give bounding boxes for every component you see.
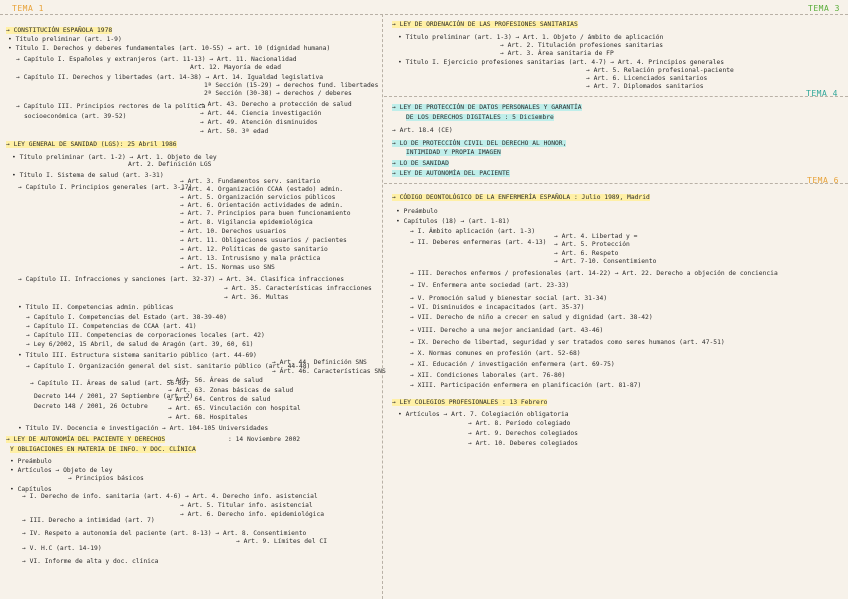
note-line: → Art. 15. Normas uso SNS — [180, 264, 275, 271]
note-line: → Art. 63. Zonas básicas de salud — [168, 387, 294, 394]
note-line: → I. Derecho de info. sanitaria (art. 4-6) → Art. 4. Derecho info. asistencial — [22, 493, 318, 500]
note-line: → Art. 5. Relación profesional-paciente — [586, 67, 734, 74]
note-line: : 14 Noviembre 2002 — [228, 436, 301, 443]
note-line: → Art. 10. Deberes colegiados — [468, 440, 578, 447]
note-line: → Art. 10. Derechos usuarios — [180, 228, 287, 235]
note-line: → Art. 13. Intrusismo y mala práctica — [180, 255, 321, 262]
note-line: → LO DE PROTECCIÓN CIVIL DEL DERECHO AL HONOR, — [392, 140, 567, 147]
note-line: • Preámbulo — [10, 458, 52, 465]
note-line: 2ª Sección (30-38) → derechos / deberes — [204, 90, 352, 97]
note-line: → Art. 3. Área sanitaria de FP — [500, 50, 614, 57]
note-line: → Capítulo I. Españoles y extranjeros (art. 11-13) → Art. 11. Nacionalidad — [16, 56, 297, 63]
note-line: socioeconómica (art. 39-52) — [24, 113, 127, 120]
note-line: DE LOS DERECHOS DIGITALES : 5 Diciembre — [406, 114, 554, 121]
note-line: Decreto 148 / 2001, 26 Octubre — [34, 403, 148, 410]
section-divider-t4 — [384, 96, 848, 97]
note-line: → VI. Disminuidos e incapacitados (art. 35-37) — [410, 304, 585, 311]
note-line: Y OBLIGACIONES EN MATERIA DE INFO. Y DOC. CLÍNICA — [10, 446, 196, 453]
note-line: → Ley 6/2002, 15 Abril, de salud de Aragón (art. 39, 60, 61) — [26, 341, 254, 348]
note-line: → Art. 6. Orientación actividades de admin. — [180, 202, 344, 209]
note-line: → Art. 4. Libertad y = — [554, 233, 638, 240]
note-line: → Art. 46. Características SNS — [272, 368, 386, 375]
tema-1-tag: TEMA 1 — [12, 4, 44, 13]
note-line: • Título I. Ejercicio profesiones sanitarias (art. 4-7) → Art. 4. Principios generales — [398, 59, 725, 66]
note-line: → CÓDIGO DEONTOLÓGICO DE LA ENFERMERÍA ESPAÑOLA : Julio 1989, Madrid — [392, 194, 650, 201]
note-line: • Título preliminar (art. 1-9) — [8, 36, 122, 43]
note-line: • Capítulos (18) → (art. 1-81) — [396, 218, 510, 225]
note-line: → Principios básicos — [68, 475, 144, 482]
note-line: → Capítulo I. Competencias del Estado (art. 38-39-40) — [26, 314, 227, 321]
note-line: • Título preliminar (art. 1-3) → Art. 1. Objeto / ámbito de aplicación — [398, 34, 664, 41]
top-divider — [0, 14, 848, 15]
note-line: → Art. 5. Titular info. asistencial — [180, 502, 313, 509]
note-line: → Art. 56. Áreas de salud — [168, 377, 263, 384]
note-line: Art. 12. Mayoría de edad — [190, 64, 281, 71]
note-line: 1ª Sección (15-29) → derechos fund. libertades — [204, 82, 379, 89]
note-line: → Art. 12. Políticas de gasto sanitario — [180, 246, 328, 253]
note-line: → VIII. Derecho a una mejor ancianidad (art. 43-46) — [410, 327, 604, 334]
tema-4-tag: TEMA 4 — [806, 89, 838, 98]
note-line: → V. H.C (art. 14-19) — [22, 545, 102, 552]
note-line: • Título preliminar (art. 1-2) → Art. 1. Objeto de ley — [12, 154, 217, 161]
note-line: → Art. 8. Vigilancia epidemiológica — [180, 219, 313, 226]
note-line: → II. Deberes enfermeras (art. 4-13) — [410, 239, 547, 246]
note-line: → Art. 4. Organización CCAA (estado) admin. — [180, 186, 344, 193]
note-line: • Artículos → Objeto de ley — [10, 467, 113, 474]
note-line: → Art. 9. Derechos colegiados — [468, 430, 578, 437]
note-line: → LEY DE AUTONOMÍA DEL PACIENTE Y DERECHOS — [6, 436, 166, 443]
note-line: → Capítulo II. Derechos y libertades (art. 14-38) → Art. 14. Igualdad legislativa — [16, 74, 324, 81]
note-line: • Preámbulo — [396, 208, 438, 215]
note-line: → LEY COLEGIOS PROFESIONALES : 13 Febrero — [392, 399, 548, 406]
note-line: → LEY DE PROTECCIÓN DE DATOS PERSONALES Y GARANTÍA — [392, 104, 582, 111]
note-line: → CONSTITUCIÓN ESPAÑOLA 1978 — [6, 27, 113, 34]
note-line: → I. Ámbito aplicación (art. 1-3) — [410, 228, 536, 235]
note-line: → Art. 5. Protección — [554, 241, 630, 248]
note-line: → V. Promoción salud y bienestar social (art. 31-34) — [410, 295, 608, 302]
note-line: → IX. Derecho de libertad, seguridad y ser tratados como seres humanos (art. 47-51) — [410, 339, 725, 346]
note-line: • Título I. Sistema de salud (art. 3-31) — [12, 172, 164, 179]
note-line: → Capítulo III. Competencias de corporaciones locales (art. 42) — [26, 332, 265, 339]
note-line: → Capítulo II. Áreas de salud (art. 56-69) — [30, 380, 190, 387]
note-line: → Art. 68. Hospitales — [168, 414, 248, 421]
note-line: Art. 2. Definición LGS — [128, 161, 212, 168]
note-line: → VII. Derecho de niño a crecer en salud y dignidad (art. 38-42) — [410, 314, 653, 321]
note-line: → III. Derechos enfermos / profesionales (art. 14-22) → Art. 22. Derecho a objeción de conciencia — [410, 270, 778, 277]
note-line: INTIMIDAD Y PROPIA IMAGEN — [406, 149, 501, 156]
tema-3-tag: TEMA 3 — [808, 4, 840, 13]
column-divider — [382, 14, 383, 599]
note-line: → XI. Educación / investigación enfermera (art. 69-75) — [410, 361, 615, 368]
note-line: → Capítulo I. Principios generales (art. 3-17) — [18, 184, 193, 191]
note-line: → LO DE SANIDAD — [392, 160, 449, 167]
note-line: → Art. 36. Multas — [224, 294, 289, 301]
note-line: → Art. 50. 3ª edad — [200, 128, 269, 135]
note-line: → Art. 7. Principios para buen funcionamiento — [180, 210, 351, 217]
note-line: • Título III. Estructura sistema sanitario público (art. 44-69) — [18, 352, 257, 359]
note-line: Decreto 144 / 2001, 27 Septiembre (art. 2) — [34, 393, 194, 400]
note-line: → Art. 65. Vinculación con hospital — [168, 405, 301, 412]
section-divider-t6 — [384, 183, 848, 184]
note-line: → IV. Enfermera ante sociedad (art. 23-33) — [410, 282, 570, 289]
note-line: → Art. 9. Límites del CI — [236, 538, 327, 545]
note-line: → Art. 7. Diplomados sanitarios — [586, 83, 704, 90]
note-line: → Art. 35. Características infracciones — [224, 285, 372, 292]
note-line: → Art. 44. Ciencia investigación — [200, 110, 322, 117]
note-line: • Título IV. Docencia e investigación → Art. 104-105 Universidades — [18, 425, 269, 432]
note-line: → Art. 49. Atención disminuidos — [200, 119, 318, 126]
note-line: • Capítulos — [10, 486, 52, 493]
note-line: → LEY DE AUTONOMÍA DEL PACIENTE — [392, 170, 510, 177]
note-line: → Art. 7-10. Consentimiento — [554, 258, 657, 265]
tema-6-tag: TEMA 6 — [807, 176, 839, 185]
note-line: → Art. 5. Organización servicios públicos — [180, 194, 336, 201]
note-line: → X. Normas comunes en profesión (art. 52-68) — [410, 350, 581, 357]
note-line: → Art. 8. Período colegiado — [468, 420, 571, 427]
note-line: → IV. Respeto a autonomía del paciente (art. 8-13) → Art. 8. Consentimiento — [22, 530, 307, 537]
note-line: → Art. 18.4 (CE) — [392, 127, 453, 134]
note-line: → Art. 2. Titulación profesiones sanitarias — [500, 42, 664, 49]
note-line: → Art. 6. Licenciados sanitarios — [586, 75, 708, 82]
note-line: → Art. 6. Derecho info. epidemiológica — [180, 511, 325, 518]
note-line: • Artículos → Art. 7. Colegiación obligatoria — [398, 411, 569, 418]
note-line: → Art. 11. Obligaciones usuarios / pacientes — [180, 237, 347, 244]
note-line: → Art. 6. Respeto — [554, 250, 619, 257]
note-line: → Capítulo III. Principios rectores de la política — [16, 103, 206, 110]
note-line: → LEY GENERAL DE SANIDAD (LGS): 25 Abril 1986 — [6, 141, 177, 148]
note-line: → Capítulo I. Organización general del sist. sanitario público (art. 44-48) — [26, 363, 311, 370]
note-line: → Art. 44. Definición SNS — [272, 359, 367, 366]
note-line: → Capítulo II. Infracciones y sanciones (art. 32-37) → Art. 34. Clasifica infracciones — [18, 276, 345, 283]
note-line: → III. Derecho a intimidad (art. 7) — [22, 517, 155, 524]
note-line: • Título I. Derechos y deberes fundamentales (art. 10-55) → art. 10 (dignidad humana) — [8, 45, 331, 52]
note-line: → XII. Condiciones laborales (art. 76-80) — [410, 372, 566, 379]
note-line: → XIII. Participación enfermera en planificación (art. 81-87) — [410, 382, 642, 389]
note-line: • Título II. Competencias admin. públicas — [18, 304, 174, 311]
note-line: → LEY DE ORDENACIÓN DE LAS PROFESIONES SANITARIAS — [392, 21, 578, 28]
note-line: → Art. 64. Centros de salud — [168, 396, 271, 403]
note-line: → VI. Informe de alta y doc. clínica — [22, 558, 159, 565]
note-line: → Art. 3. Fundamentos serv. sanitario — [180, 178, 321, 185]
note-line: → Art. 43. Derecho a protección de salud — [200, 101, 352, 108]
note-line: → Capítulo II. Competencias de CCAA (art. 41) — [26, 323, 197, 330]
